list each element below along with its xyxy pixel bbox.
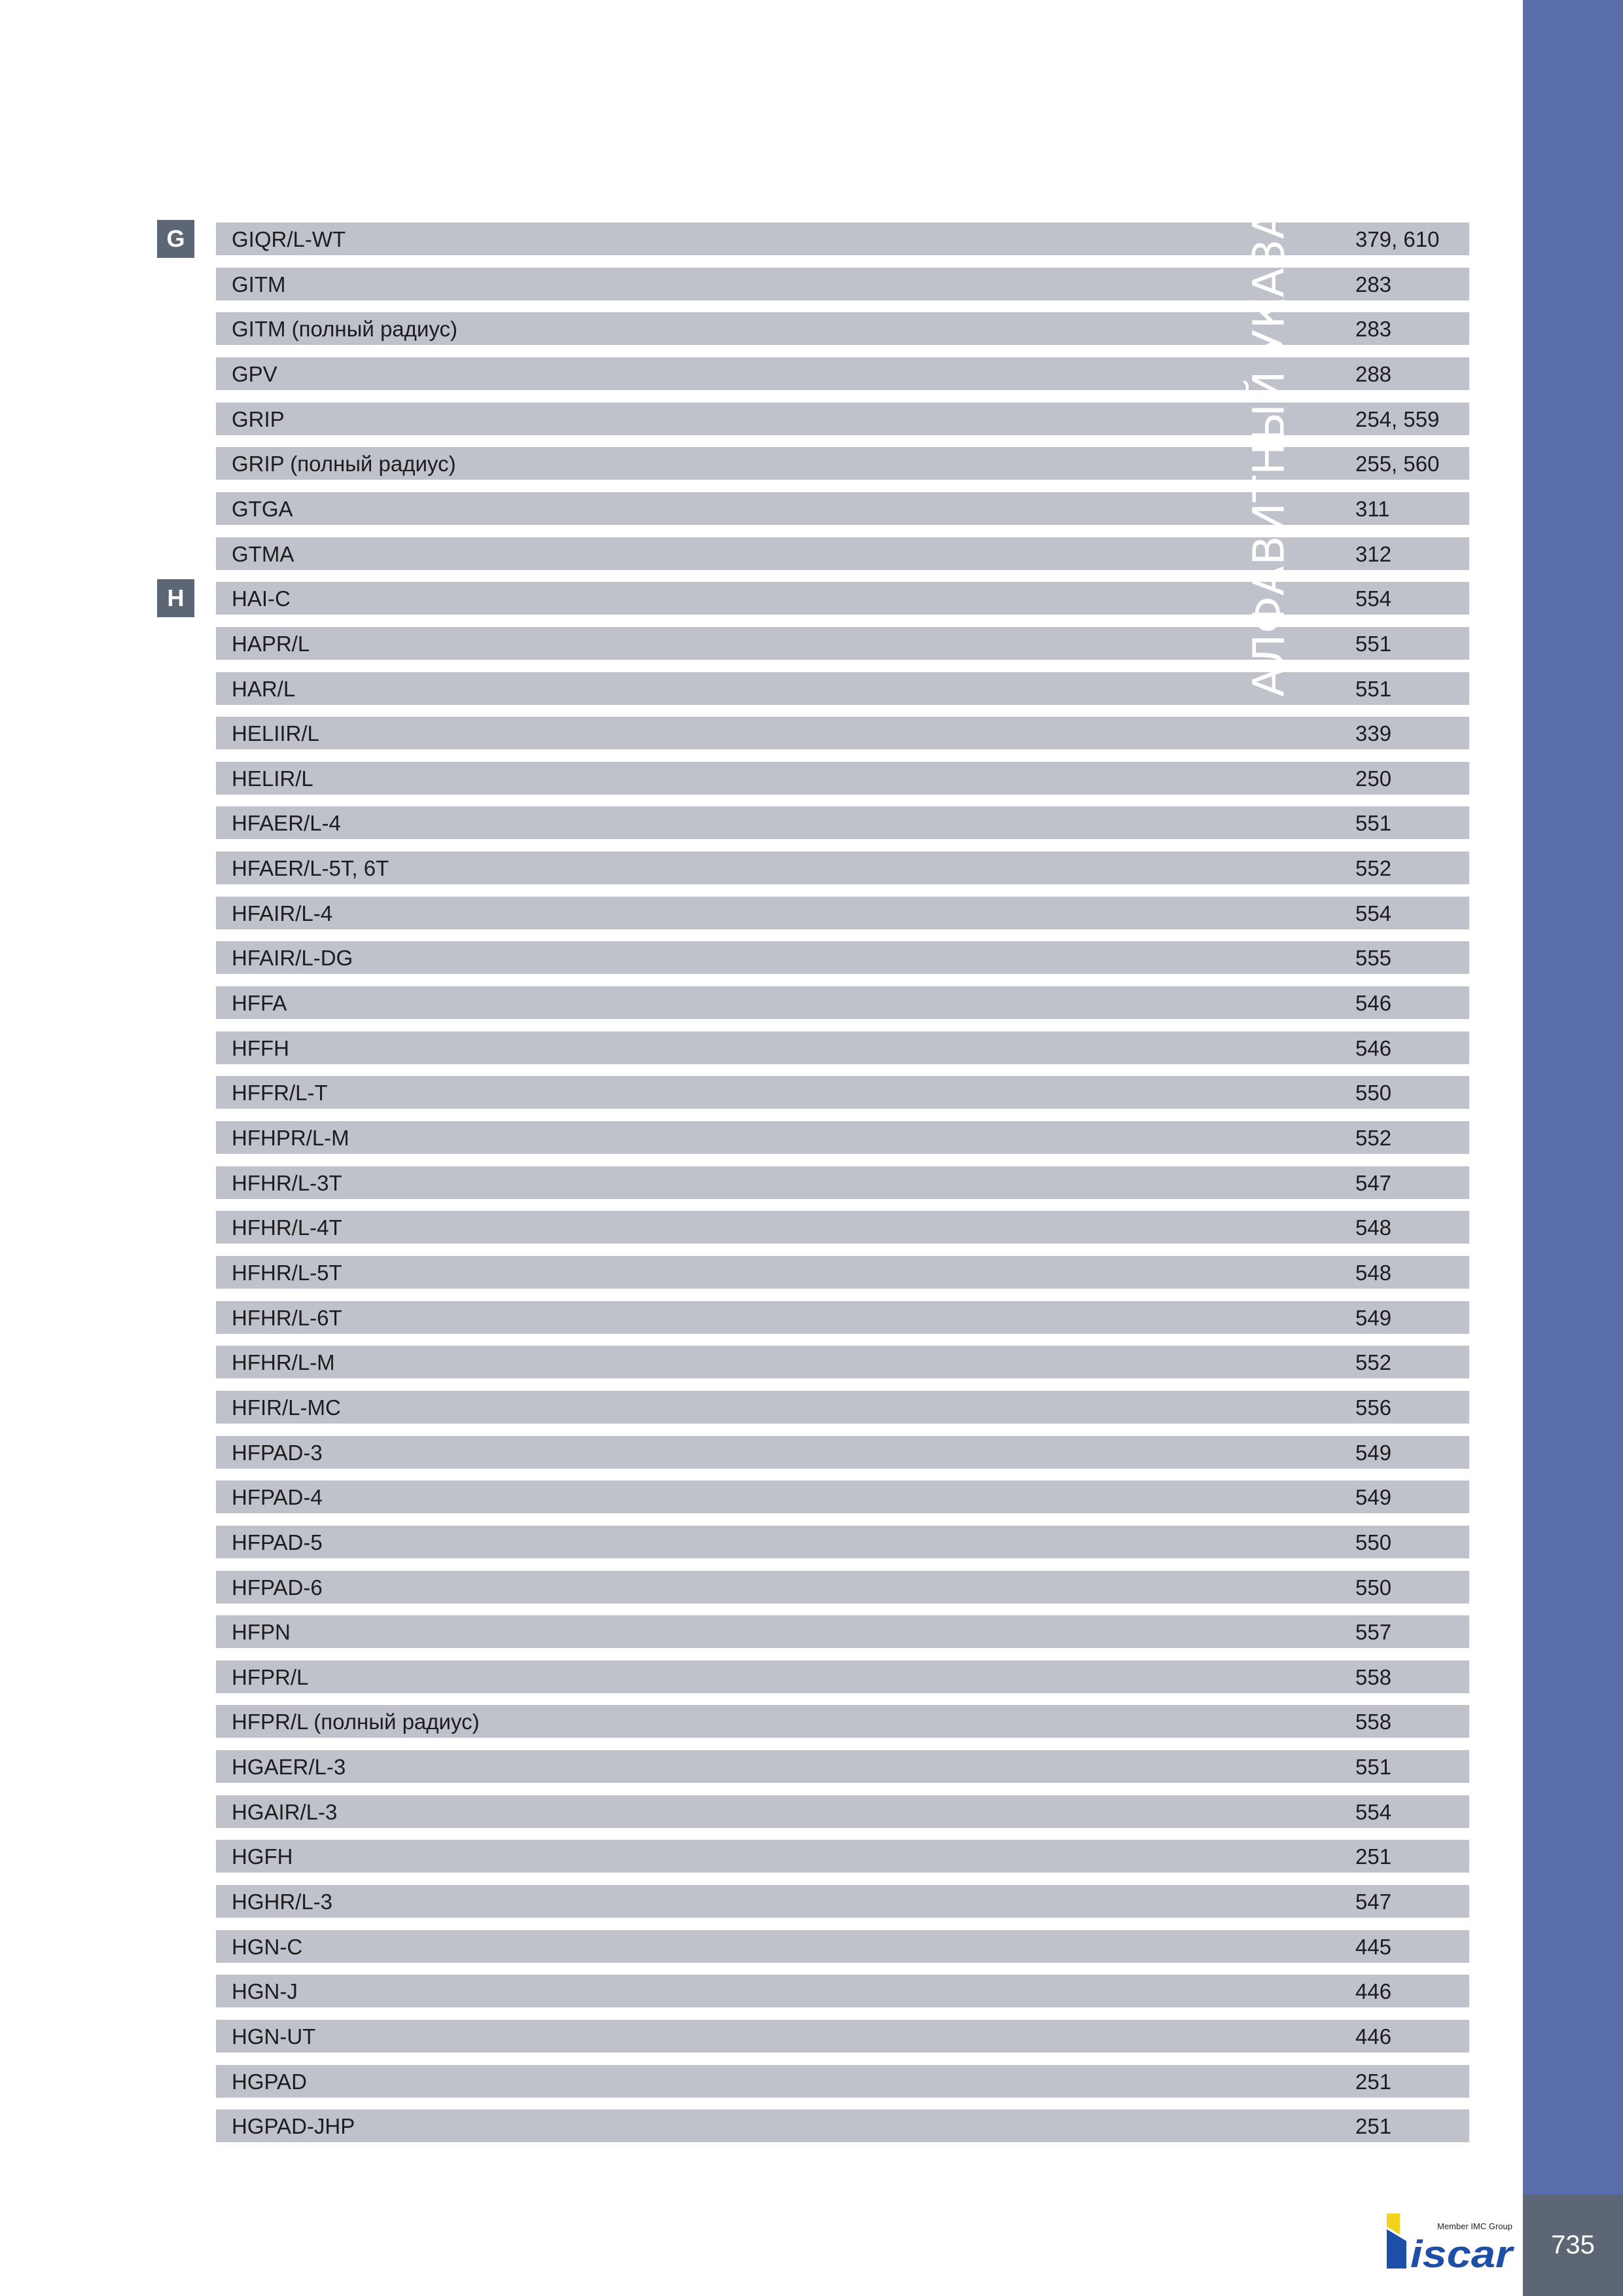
index-entry-pages: 549	[1355, 1441, 1392, 1465]
index-entry-name: GRIP	[232, 407, 285, 431]
index-entry-pages: 546	[1355, 1036, 1392, 1060]
index-row	[216, 1121, 1469, 1154]
index-row	[216, 1031, 1469, 1064]
index-entry-pages: 251	[1355, 1844, 1392, 1869]
index-entry-name: HFHR/L-M	[232, 1350, 335, 1374]
index-row	[216, 1391, 1469, 1424]
index-entry-name: GRIP (полный радиус)	[232, 452, 456, 476]
index-entry-pages: 446	[1355, 2024, 1392, 2049]
index-row	[216, 1885, 1469, 1918]
index-entry-pages: 554	[1355, 586, 1392, 611]
index-entry-pages: 283	[1355, 317, 1392, 341]
index-entry-name: GITM (полный радиус)	[232, 317, 457, 341]
index-entry-name: HGHR/L-3	[232, 1890, 333, 1914]
index-entry-pages: 250	[1355, 766, 1392, 791]
index-row	[216, 897, 1469, 929]
index-row	[216, 941, 1469, 974]
index-entry-name: GITM	[232, 272, 286, 296]
index-entry-name: HGN-C	[232, 1935, 303, 1959]
index-entry-name: HGAIR/L-3	[232, 1800, 338, 1824]
index-row	[216, 1930, 1469, 1963]
index-row	[216, 1076, 1469, 1109]
index-entry-name: HFAER/L-4	[232, 811, 341, 835]
index-row	[216, 1211, 1469, 1244]
index-entry-name: HFHR/L-5T	[232, 1261, 342, 1285]
index-entry-name: HFHR/L-6T	[232, 1306, 342, 1330]
index-entry-name: HFPR/L (полный радиус)	[232, 1710, 480, 1734]
index-row	[216, 1166, 1469, 1199]
index-entry-name: HGPAD-JHP	[232, 2114, 355, 2138]
sidebar-band	[1523, 0, 1623, 2195]
index-entry-name: HFPR/L	[232, 1665, 309, 1689]
index-row	[216, 1571, 1469, 1604]
index-entry-pages: 339	[1355, 721, 1392, 745]
index-entry-pages: 558	[1355, 1710, 1392, 1734]
letter-badge: H	[157, 579, 194, 617]
letter-badge: G	[157, 220, 194, 258]
index-entry-name: HFFH	[232, 1036, 289, 1060]
index-entry-pages: 552	[1355, 1350, 1392, 1374]
index-entry-name: HAPR/L	[232, 632, 310, 656]
index-entry-pages: 254, 559	[1355, 407, 1440, 431]
index-row	[216, 1660, 1469, 1693]
index-entry-pages: 288	[1355, 362, 1392, 386]
index-entry-name: HAR/L	[232, 677, 296, 701]
index-row	[216, 717, 1469, 749]
index-row	[216, 1840, 1469, 1873]
index-entry-pages: 547	[1355, 1171, 1392, 1195]
index-entry-name: HAI-C	[232, 586, 291, 611]
index-row	[216, 2065, 1469, 2098]
index-entry-name: HGPAD	[232, 2070, 307, 2094]
index-entry-pages: 445	[1355, 1935, 1392, 1959]
index-entry-name: HFHR/L-4T	[232, 1215, 342, 1240]
index-row	[216, 1256, 1469, 1289]
index-row	[216, 2020, 1469, 2053]
index-entry-pages: 548	[1355, 1215, 1392, 1240]
page-number: 735	[1551, 2231, 1595, 2259]
iscar-logo	[1384, 2212, 1515, 2272]
index-entry-name: GPV	[232, 362, 277, 386]
logo-blue-mark	[1387, 2229, 1406, 2269]
index-row	[216, 1975, 1469, 2007]
index-entry-name: HFHR/L-3T	[232, 1171, 342, 1195]
index-entry-pages: 551	[1355, 632, 1392, 656]
index-entry-name: HFFA	[232, 991, 287, 1015]
index-row	[216, 1346, 1469, 1378]
index-entry-pages: 255, 560	[1355, 452, 1440, 476]
index-entry-pages: 549	[1355, 1485, 1392, 1509]
index-row	[216, 1615, 1469, 1648]
index-row	[216, 2109, 1469, 2142]
index-entry-pages: 555	[1355, 946, 1392, 970]
index-entry-pages: 551	[1355, 811, 1392, 835]
index-entry-pages: 446	[1355, 1979, 1392, 2003]
index-entry-name: HFFR/L-T	[232, 1081, 328, 1105]
index-entry-name: HGN-UT	[232, 2024, 316, 2049]
sidebar-title: АЛФАВИТНЫЙ УКАЗАТЕЛЬ	[1243, 90, 1294, 697]
index-entry-pages: 554	[1355, 1800, 1392, 1824]
index-entry-pages: 547	[1355, 1890, 1392, 1914]
index-entry-pages: 550	[1355, 1530, 1392, 1554]
index-entry-pages: 558	[1355, 1665, 1392, 1689]
index-entry-name: HFAIR/L-4	[232, 901, 333, 925]
index-entry-pages: 554	[1355, 901, 1392, 925]
logo-wordmark: iscar	[1410, 2233, 1515, 2272]
index-entry-pages: 251	[1355, 2070, 1392, 2094]
index-entry-pages: 546	[1355, 991, 1392, 1015]
index-entry-pages: 551	[1355, 1755, 1392, 1779]
index-entry-pages: 548	[1355, 1261, 1392, 1285]
index-row	[216, 762, 1469, 795]
index-entry-name: HFPAD-4	[232, 1485, 323, 1509]
index-entry-name: HFPN	[232, 1620, 291, 1644]
index-entry-name: HGFH	[232, 1844, 293, 1869]
index-entry-name: HGAER/L-3	[232, 1755, 346, 1779]
index-entry-name: GTGA	[232, 497, 293, 521]
index-row	[216, 852, 1469, 884]
index-entry-pages: 550	[1355, 1081, 1392, 1105]
index-entry-name: GIQR/L-WT	[232, 227, 346, 251]
index-entry-name: HFIR/L-MC	[232, 1395, 341, 1420]
index-entry-name: HFPAD-3	[232, 1441, 323, 1465]
index-row	[216, 1436, 1469, 1469]
index-entry-pages: 251	[1355, 2114, 1392, 2138]
index-entry-pages: 312	[1355, 542, 1392, 566]
index-entry-pages: 379, 610	[1355, 227, 1440, 251]
index-entry-name: HELIR/L	[232, 766, 313, 791]
index-entry-pages: 311	[1355, 497, 1390, 521]
index-entry-pages: 550	[1355, 1575, 1392, 1600]
index-row	[216, 1480, 1469, 1513]
index-entry-name: HFPAD-5	[232, 1530, 323, 1554]
index-entry-pages: 552	[1355, 856, 1392, 880]
index-entry-name: HFAIR/L-DG	[232, 946, 353, 970]
index-row	[216, 1705, 1469, 1738]
index-row	[216, 1795, 1469, 1828]
index-row	[216, 1526, 1469, 1558]
index-row	[216, 986, 1469, 1019]
index-entry-pages: 549	[1355, 1306, 1392, 1330]
index-entry-name: GTMA	[232, 542, 294, 566]
index-entry-pages: 552	[1355, 1126, 1392, 1150]
index-entry-name: HFPAD-6	[232, 1575, 323, 1600]
index-row	[216, 806, 1469, 839]
index-entry-pages: 557	[1355, 1620, 1392, 1644]
page-number-box	[1523, 2195, 1623, 2296]
index-row	[216, 1750, 1469, 1783]
index-entry-name: HGN-J	[232, 1979, 298, 2003]
logo-tagline: Member IMC Group	[1437, 2221, 1512, 2231]
index-entry-pages: 556	[1355, 1395, 1392, 1420]
index-entry-pages: 551	[1355, 677, 1392, 701]
index-entry-pages: 283	[1355, 272, 1392, 296]
index-entry-name: HELIIR/L	[232, 721, 319, 745]
index-row	[216, 1301, 1469, 1334]
index-entry-name: HFAER/L-5T, 6T	[232, 856, 389, 880]
index-entry-name: HFHPR/L-M	[232, 1126, 349, 1150]
